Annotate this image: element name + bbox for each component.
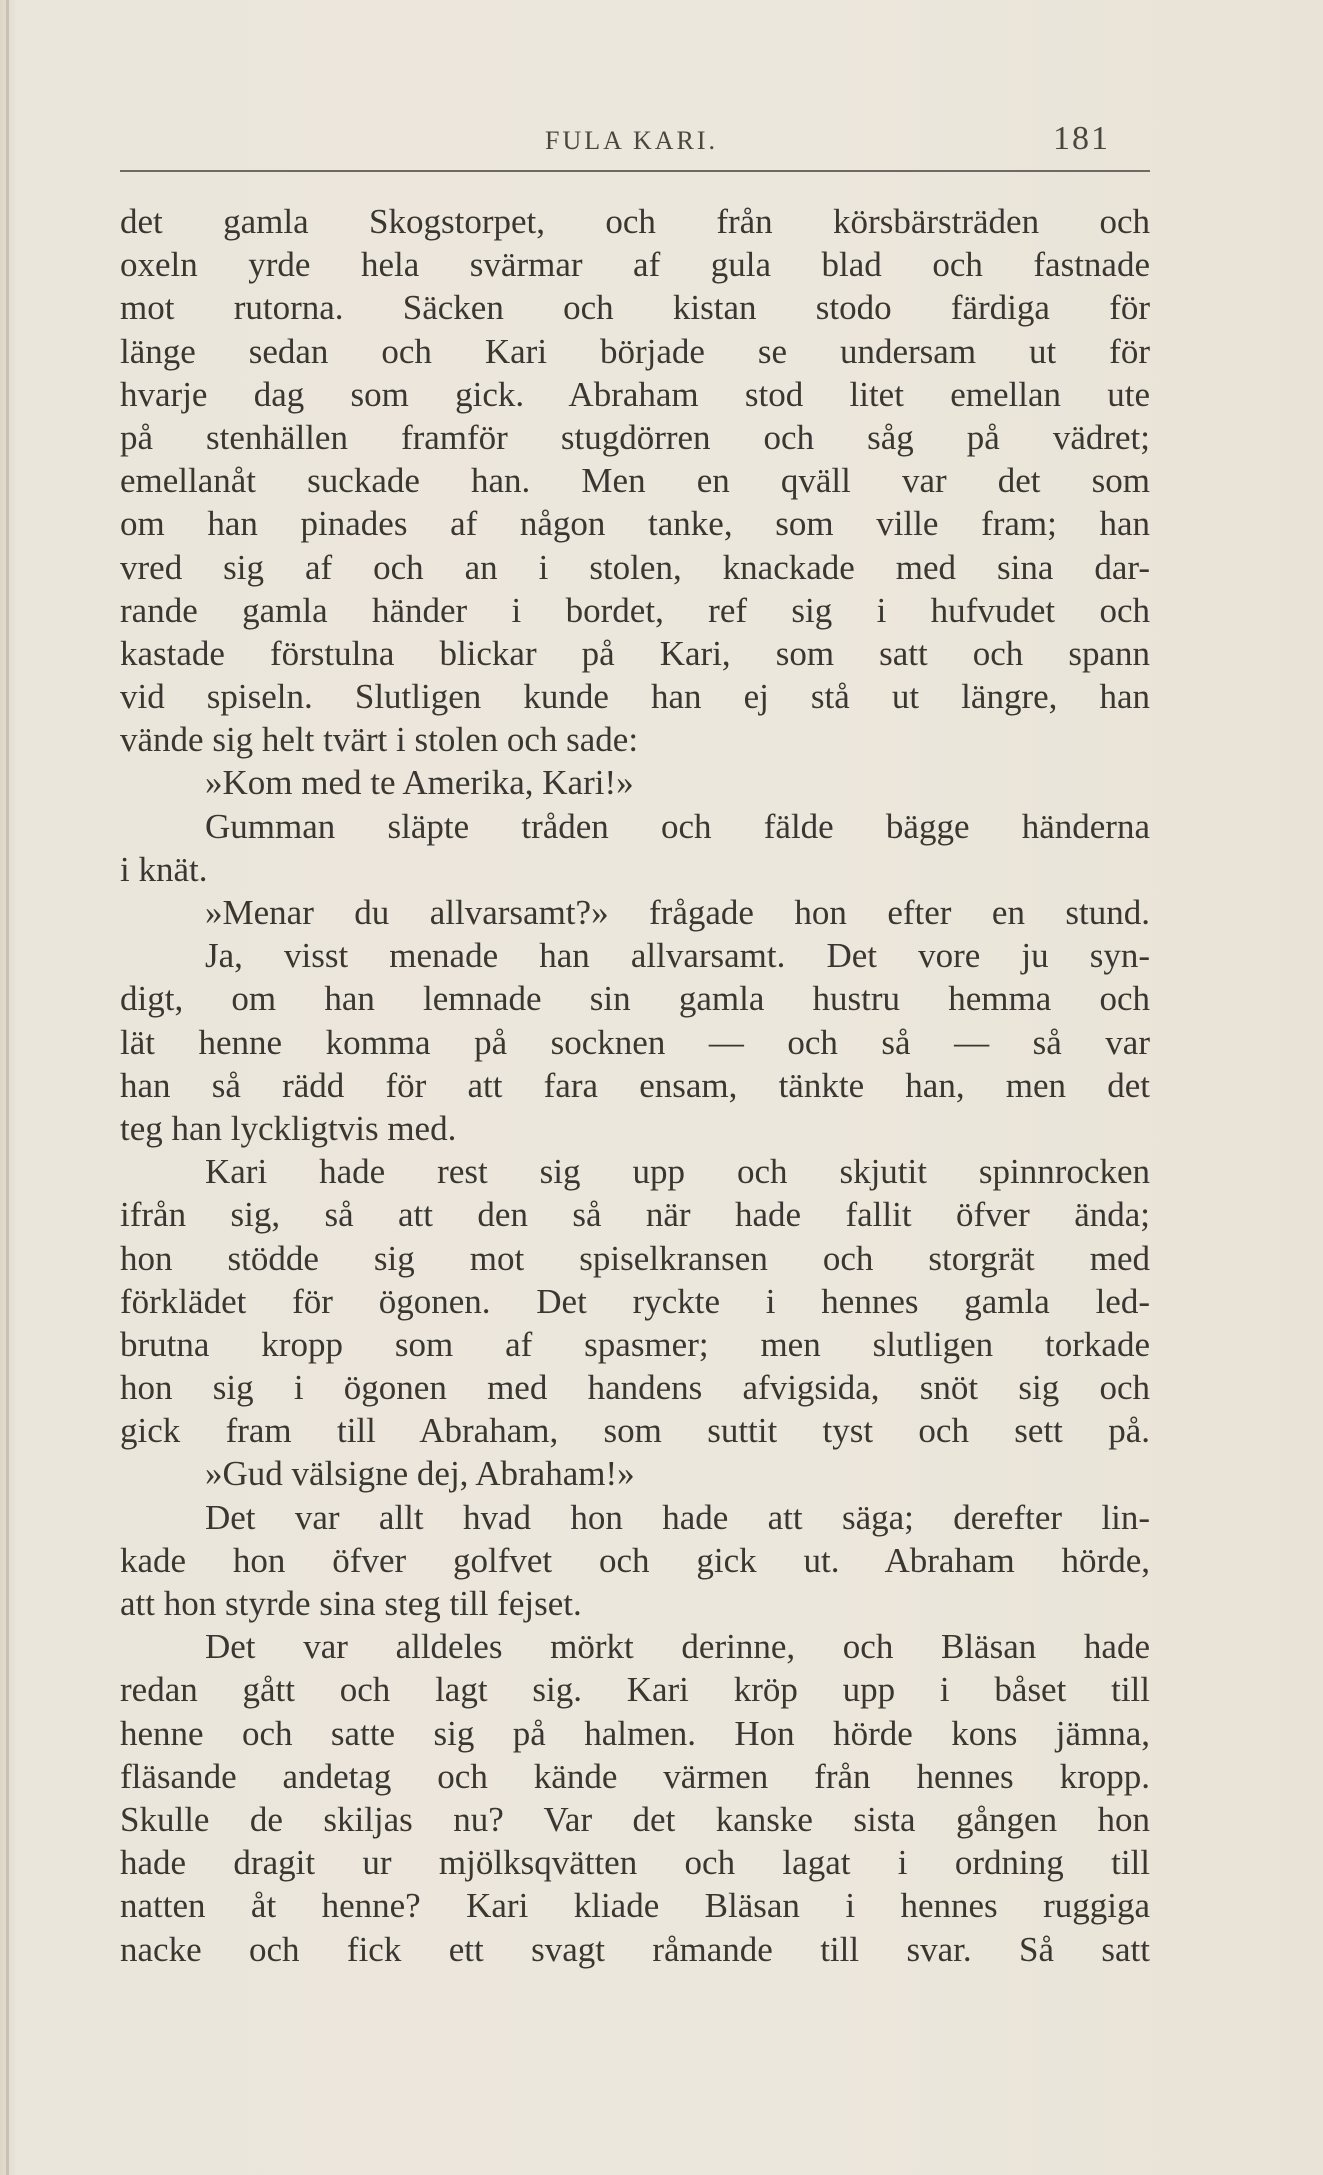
text-line: Ja, visst menade han allvarsamt. Det vore ju syn- [205,936,1150,976]
text-line: Det var alldeles mörkt derinne, och Bläsan hade [205,1627,1150,1667]
text-line: länge sedan och Kari började se undersam ut för [120,331,1150,371]
text-line: kade hon öfver golfvet och gick ut. Abraham hörde, [120,1540,1150,1580]
text-line: digt, om han lemnade sin gamla hustru hemma och [120,979,1150,1019]
text-line: Det var allt hvad hon hade att säga; derefter lin- [205,1497,1150,1537]
text-line: ifrån sig, så att den så när hade fallit öfver ända; [120,1195,1150,1235]
text-line: rande gamla händer i bordet, ref sig i hufvudet och [120,590,1150,630]
text-line: redan gått och lagt sig. Kari kröp upp i båset till [120,1670,1150,1710]
text-line: hon sig i ögonen med handens afvigsida, snöt sig och [120,1368,1150,1408]
text-line: brutna kropp som af spasmer; men slutligen torkade [120,1324,1150,1364]
text-line: vid spiseln. Slutligen kunde han ej stå ut längre, han [120,677,1150,717]
text-line: Skulle de skiljas nu? Var det kanske sista gången hon [120,1799,1150,1839]
text-line: vände sig helt tvärt i stolen och sade: [120,720,639,760]
text-line: henne och satte sig på halmen. Hon hörde kons jämna, [120,1713,1150,1753]
page-header [120,122,1150,172]
text-line: Gumman släpte tråden och fälde bägge händerna [205,806,1150,846]
running-head: FULA KARI. [545,126,719,155]
text-line: »Gud välsigne dej, Abraham!» [205,1454,635,1494]
text-line: gick fram till Abraham, som suttit tyst och sett på. [120,1411,1150,1451]
text-line: förklädet för ögonen. Det ryckte i hennes gamla led- [120,1281,1150,1321]
text-line: det gamla Skogstorpet, och från körsbärsträden och [120,202,1150,241]
text-line: han så rädd för att fara ensam, tänkte han, men det [120,1065,1150,1105]
body-text [120,200,1150,1971]
text-line: på stenhällen framför stugdörren och såg på vädret; [120,417,1150,457]
text-line: i knät. [120,849,208,889]
text-line: mot rutorna. Säcken och kistan stodo färdiga för [120,288,1150,328]
text-line: »Kom med te Amerika, Kari!» [205,763,634,803]
text-line: hon stödde sig mot spiselkransen och storgrät med [120,1238,1150,1278]
text-line: fläsande andetag och kände värmen från hennes kropp. [120,1756,1150,1796]
text-line: att hon styrde sina steg till fejset. [120,1584,582,1623]
text-line: teg han lyckligtvis med. [120,1108,457,1148]
text-line: lät henne komma på socknen — och så — så var [120,1022,1150,1062]
text-line: hade dragit ur mjölksqvätten och lagat i ordning till [120,1843,1150,1883]
text-line: »Menar du allvarsamt?» frågade hon efter en stund. [205,893,1150,932]
text-line: kastade förstulna blickar på Kari, som satt och spann [120,633,1150,673]
text-line: Kari hade rest sig upp och skjutit spinnrocken [205,1152,1150,1192]
page-gutter [6,0,9,2175]
text-line: natten åt henne? Kari kliade Bläsan i hennes ruggiga [120,1886,1150,1926]
text-line: oxeln yrde hela svärmar af gula blad och fastnade [120,245,1150,285]
page-number: 181 [1053,120,1110,157]
text-line: nacke och fick ett svagt råmande till svar. Så satt [120,1929,1150,1969]
text-line: emellanåt suckade han. Men en qväll var det som [120,461,1150,501]
text-line: om han pinades af någon tanke, som ville fram; han [120,504,1150,544]
text-line: vred sig af och an i stolen, knackade med sina dar- [120,547,1150,587]
text-line: hvarje dag som gick. Abraham stod litet emellan ute [120,374,1150,414]
